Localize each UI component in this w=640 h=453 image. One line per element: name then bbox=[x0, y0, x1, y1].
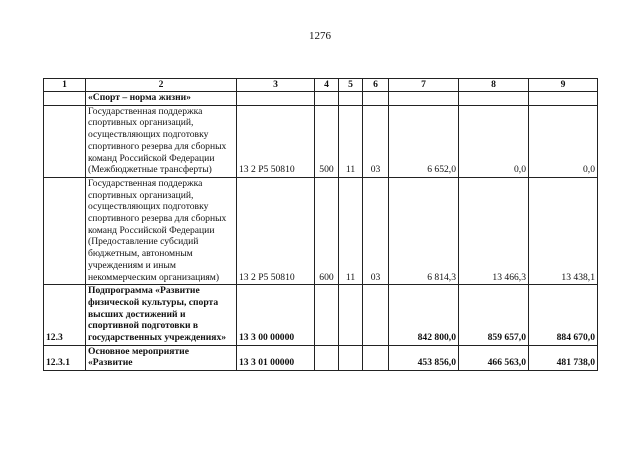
table-row bbox=[44, 92, 598, 106]
row-number bbox=[44, 105, 86, 177]
table-row bbox=[44, 285, 598, 346]
row-rz bbox=[339, 285, 363, 346]
table-header-row bbox=[44, 79, 598, 92]
header-cell: 3 bbox=[237, 79, 315, 92]
row-code: 13 2 Р5 50810 bbox=[237, 177, 315, 284]
table-row bbox=[44, 177, 598, 284]
header-cell: 1 bbox=[44, 79, 86, 92]
row-value-1: 453 856,0 bbox=[389, 345, 459, 370]
row-pr: 03 bbox=[363, 105, 389, 177]
table-row bbox=[44, 105, 598, 177]
row-vr: 500 bbox=[315, 105, 339, 177]
row-value-1: 842 800,0 bbox=[389, 285, 459, 346]
row-value-3: 481 738,0 bbox=[529, 345, 598, 370]
row-name: Подпрограмма «Развитие физической культуры, спорта высших достижений и спортивной подготовки в государственных учреждениях» bbox=[86, 285, 237, 346]
row-value-3: 13 438,1 bbox=[529, 177, 598, 284]
row-vr bbox=[315, 92, 339, 106]
row-number: 12.3.1 bbox=[44, 345, 86, 370]
row-code bbox=[237, 92, 315, 106]
row-name: Основное мероприятие «Развитие bbox=[86, 345, 237, 370]
row-number: 12.3 bbox=[44, 285, 86, 346]
header-cell: 7 bbox=[389, 79, 459, 92]
row-vr bbox=[315, 345, 339, 370]
row-value-2 bbox=[459, 92, 529, 106]
row-vr bbox=[315, 285, 339, 346]
row-value-1: 6 814,3 bbox=[389, 177, 459, 284]
row-value-1 bbox=[389, 92, 459, 106]
budget-table bbox=[43, 78, 598, 371]
header-cell: 4 bbox=[315, 79, 339, 92]
row-number bbox=[44, 92, 86, 106]
row-name: Государственная поддержка спортивных организаций, осуществляющих подготовку спортивного резерва для сборных команд Российской Федерации (Предоставление субсидий бюджетным, автономным учреждениям и иным некоммерческим организациям) bbox=[86, 177, 237, 284]
header-cell: 5 bbox=[339, 79, 363, 92]
row-value-2: 13 466,3 bbox=[459, 177, 529, 284]
row-rz: 11 bbox=[339, 177, 363, 284]
header-cell: 8 bbox=[459, 79, 529, 92]
row-value-3: 0,0 bbox=[529, 105, 598, 177]
row-value-2: 466 563,0 bbox=[459, 345, 529, 370]
header-cell: 9 bbox=[529, 79, 598, 92]
row-pr bbox=[363, 345, 389, 370]
row-rz bbox=[339, 92, 363, 106]
header-cell: 6 bbox=[363, 79, 389, 92]
row-name: «Спорт – норма жизни» bbox=[86, 92, 237, 106]
row-name: Государственная поддержка спортивных организаций, осуществляющих подготовку спортивного резерва для сборных команд Российской Федерации (Межбюджетные трансферты) bbox=[86, 105, 237, 177]
row-rz bbox=[339, 345, 363, 370]
row-code: 13 2 Р5 50810 bbox=[237, 105, 315, 177]
row-value-3 bbox=[529, 92, 598, 106]
page-number: 1276 bbox=[309, 30, 331, 42]
table-row bbox=[44, 345, 598, 370]
row-value-3: 884 670,0 bbox=[529, 285, 598, 346]
row-code: 13 3 01 00000 bbox=[237, 345, 315, 370]
row-rz: 11 bbox=[339, 105, 363, 177]
row-value-1: 6 652,0 bbox=[389, 105, 459, 177]
row-vr: 600 bbox=[315, 177, 339, 284]
row-pr bbox=[363, 285, 389, 346]
row-value-2: 859 657,0 bbox=[459, 285, 529, 346]
row-pr bbox=[363, 92, 389, 106]
row-value-2: 0,0 bbox=[459, 105, 529, 177]
row-code: 13 3 00 00000 bbox=[237, 285, 315, 346]
row-pr: 03 bbox=[363, 177, 389, 284]
header-cell: 2 bbox=[86, 79, 237, 92]
row-number bbox=[44, 177, 86, 284]
